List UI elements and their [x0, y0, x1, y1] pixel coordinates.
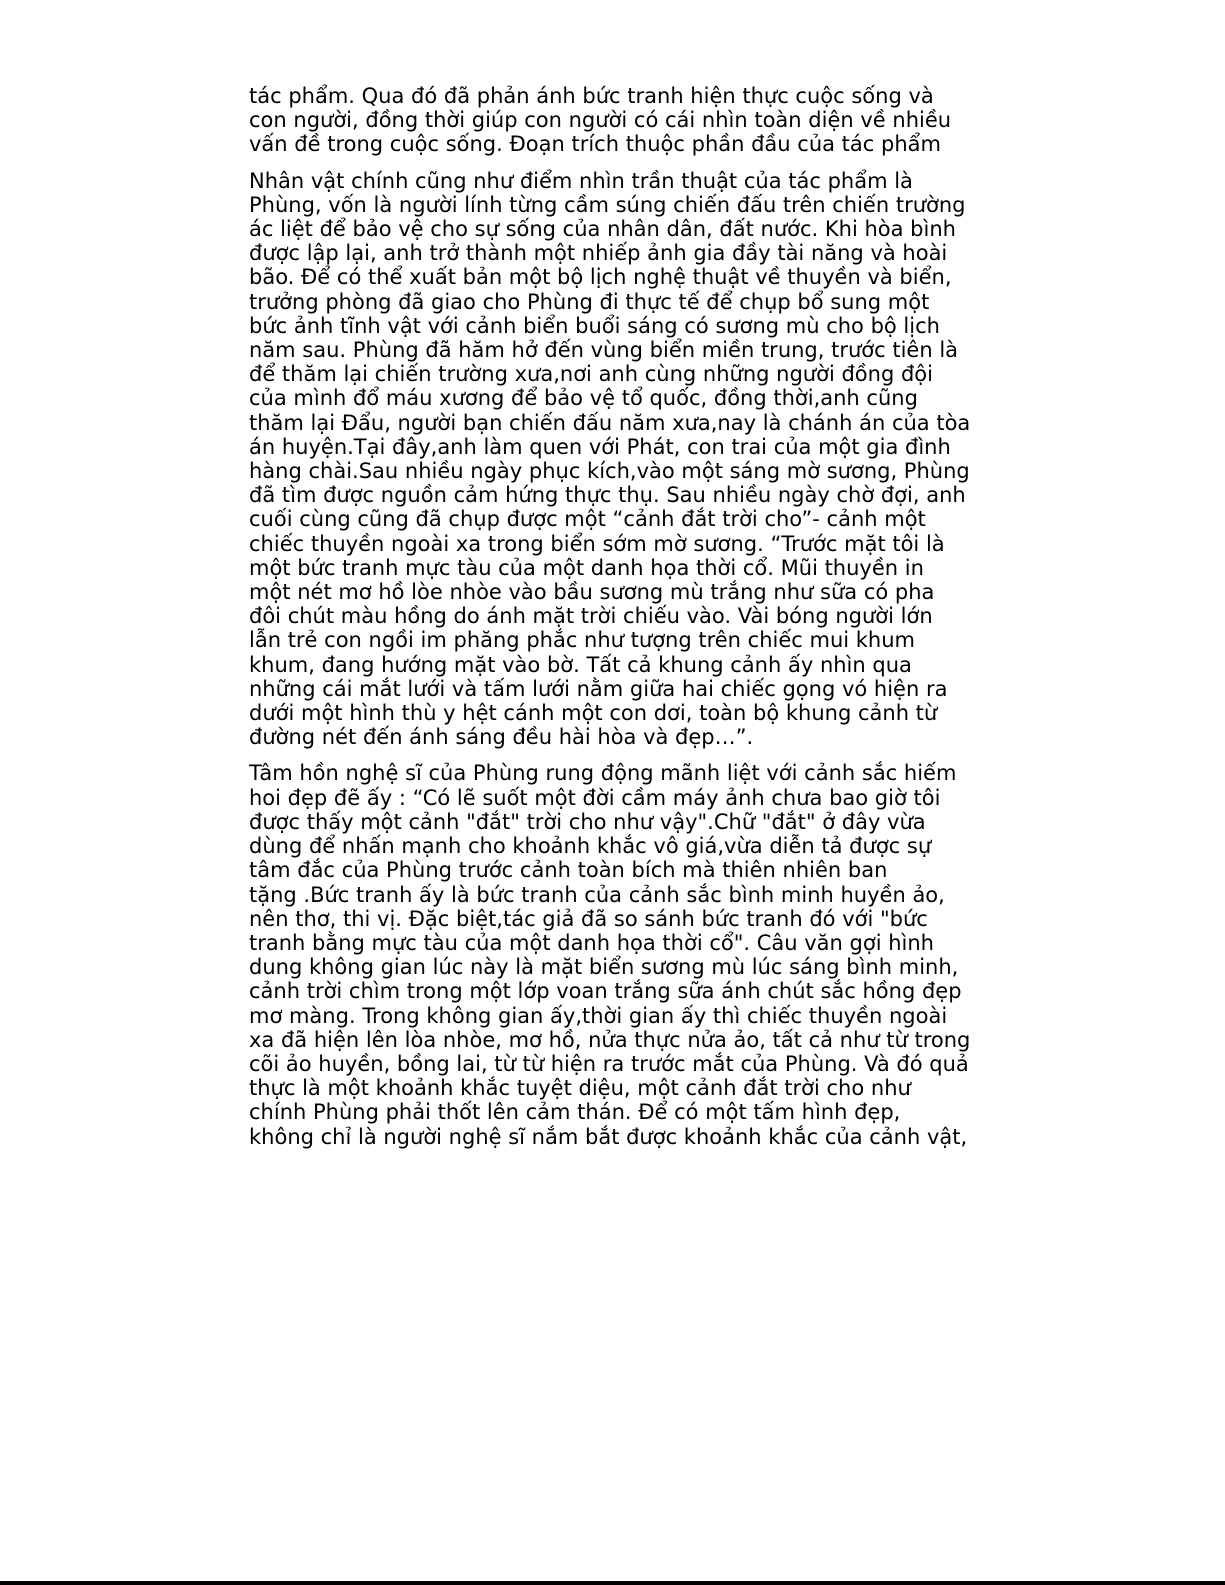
text-line: dùng để nhấn mạnh cho khoảnh khắc vô giá,vừa diễn tả được sự [249, 834, 932, 859]
text-line: bức ảnh tĩnh vật với cảnh biển buổi sáng có sương mù cho bộ lịch [249, 313, 940, 338]
text-line: vấn đề trong cuộc sống. Đoạn trích thuộc phần đầu của tác phẩm [249, 132, 941, 157]
text-line: để thăm lại chiến trường xưa,nơi anh cùng những người đồng đội [249, 362, 933, 387]
text-line: án huyện.Tại đây,anh làm quen với Phát, con trai của một gia đình [249, 434, 951, 459]
text-line: Nhân vật chính cũng như điểm nhìn trần thuật của tác phẩm là [249, 168, 913, 193]
text-line: đường nét đến ánh sáng đều hài hòa và đẹp…”. [249, 725, 754, 750]
text-line: đôi chút màu hồng do ánh mặt trời chiếu vào. Vài bóng người lớn [249, 604, 933, 629]
text-line: mơ màng. Trong không gian ấy,thời gian ấy thì chiếc thuyền ngoài [249, 1003, 948, 1028]
text-line: ác liệt để bảo vệ cho sự sống của nhân dân, đất nước. Khi hòa bình [249, 217, 956, 242]
text-line: được lập lại, anh trở thành một nhiếp ảnh gia đầy tài năng và hoài [249, 241, 948, 266]
text-line: hàng chài.Sau nhiều ngày phục kích,vào một sáng mờ sương, Phùng [249, 459, 970, 484]
text-line: xa đã hiện lên lòa nhòe, mơ hồ, nửa thực nửa ảo, tất cả như từ trong [249, 1027, 971, 1052]
text-line: lẫn trẻ con ngồi im phăng phắc như tượng trên chiếc mui khum [249, 628, 916, 653]
text-line: tranh bằng mực tàu của một danh họa thời cổ". Câu văn gợi hình [249, 930, 934, 955]
text-line: chính Phùng phải thốt lên cảm thán. Để có một tấm hình đẹp, [249, 1100, 901, 1125]
text-line: bão. Để có thể xuất bản một bộ lịch nghệ thuật về thuyền và biển, [249, 265, 952, 290]
text-line: Phùng, vốn là người lính từng cầm súng chiến đấu trên chiến trường [249, 192, 966, 217]
paragraph-phung-character [249, 169, 979, 750]
text-line: cảnh trời chìm trong một lớp voan trắng sữa ánh chút sắc hồng đẹp [249, 979, 962, 1004]
paragraph-intro [249, 84, 979, 157]
paragraph-artist-soul [249, 761, 979, 1148]
page-bottom-border [0, 1581, 1225, 1585]
text-line: chiếc thuyền ngoài xa trong biển sớm mờ sương. “Trước mặt tôi là [249, 531, 945, 556]
text-line: đã tìm được nguồn cảm hứng thực thụ. Sau nhiều ngày chờ đợi, anh [249, 483, 966, 508]
text-line: cuối cùng cũng đã chụp được một “cảnh đắt trời cho”- cảnh một [249, 507, 926, 532]
text-line: tặng .Bức tranh ấy là bức tranh của cảnh sắc bình minh huyền ảo, [249, 882, 945, 907]
document-body [249, 84, 979, 1161]
text-line: tác phẩm. Qua đó đã phản ánh bức tranh hiện thực cuộc sống và [249, 84, 934, 108]
text-line: nên thơ, thi vị. Đặc biệt,tác giả đã so sánh bức tranh đó với "bức [249, 906, 928, 931]
text-line: khum, đang hướng mặt vào bờ. Tất cả khung cảnh ấy nhìn qua [249, 652, 912, 677]
text-line: một nét mơ hồ lòe nhòe vào bầu sương mù trắng như sữa có pha [249, 580, 935, 605]
text-line: tâm đắc của Phùng trước cảnh toàn bích mà thiên nhiên ban [249, 858, 888, 883]
text-line: cõi ảo huyền, bồng lai, từ từ hiện ra trước mắt của Phùng. Và đó quả [249, 1051, 969, 1076]
text-line: trưởng phòng đã giao cho Phùng đi thực tế để chụp bổ sung một [249, 289, 930, 314]
text-line: dưới một hình thù y hệt cánh một con dơi, toàn bộ khung cảnh từ [249, 701, 938, 726]
text-line: dung không gian lúc này là mặt biển sương mù lúc sáng bình minh, [249, 955, 959, 980]
text-line: những cái mắt lưới và tấm lưới nằm giữa hai chiếc gọng vó hiện ra [249, 676, 948, 701]
text-line: Tâm hồn nghệ sĩ của Phùng rung động mãnh liệt với cảnh sắc hiếm [249, 761, 957, 786]
text-line: năm sau. Phùng đã hăm hở đến vùng biển miền trung, trước tiên là [249, 338, 959, 363]
text-line: thăm lại Đẩu, người bạn chiến đấu năm xưa,nay là chánh án của tòa [249, 410, 971, 435]
text-line: một bức tranh mực tàu của một danh họa thời cổ. Mũi thuyền in [249, 555, 924, 580]
text-line: hoi đẹp đẽ ấy : “Có lẽ suốt một đời cầm máy ảnh chưa bao giờ tôi [249, 785, 941, 810]
text-line: con người, đồng thời giúp con người có cái nhìn toàn diện về nhiều [249, 108, 952, 133]
text-line: thực là một khoảnh khắc tuyệt diệu, một cảnh đắt trời cho như [249, 1076, 911, 1101]
text-line: được thấy một cảnh "đắt" trời cho như vậy".Chữ "đắt" ở đây vừa [249, 809, 926, 834]
text-line: của mình đổ máu xương để bảo vệ tổ quốc, đồng thời,anh cũng [249, 386, 918, 411]
text-line: không chỉ là người nghệ sĩ nắm bắt được khoảnh khắc của cảnh vật, [249, 1124, 968, 1149]
